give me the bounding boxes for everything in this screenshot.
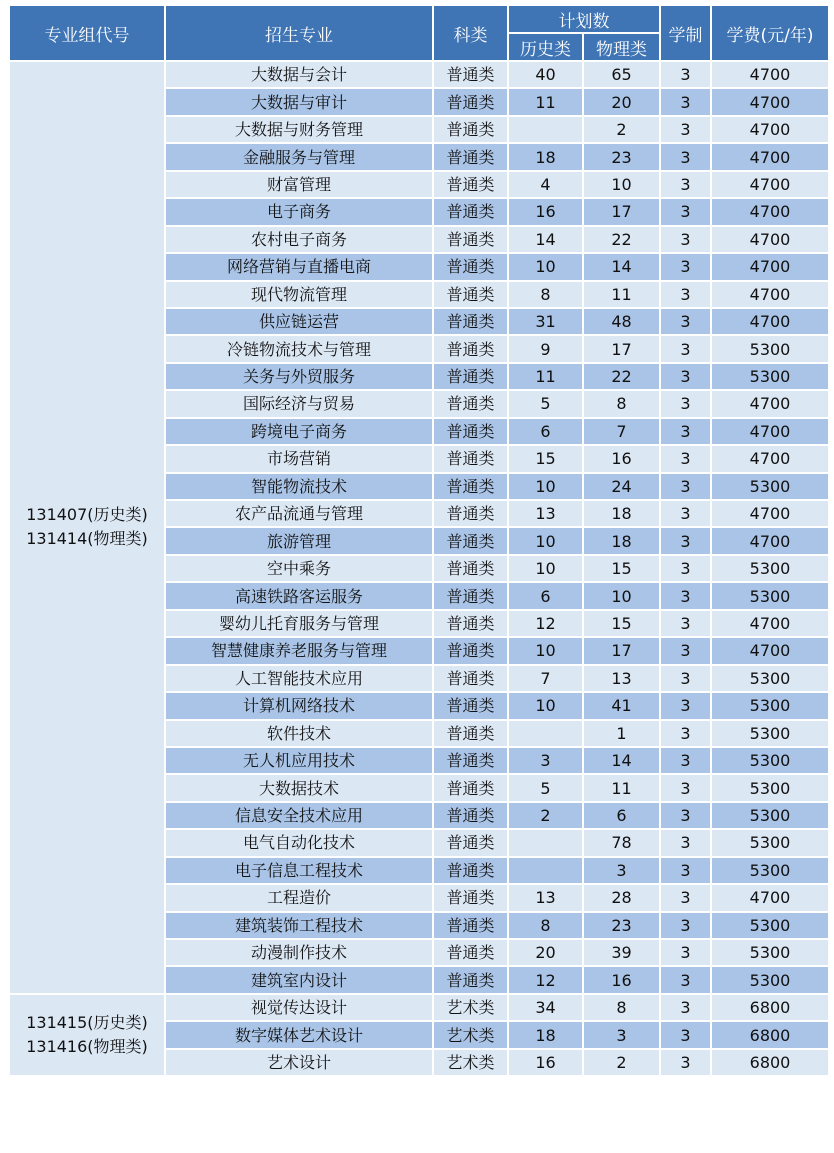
table-header xyxy=(9,5,829,61)
cell-years: 3 xyxy=(660,281,711,308)
cell-years: 3 xyxy=(660,582,711,609)
cell-years: 3 xyxy=(660,527,711,554)
cell-history: 8 xyxy=(508,912,583,939)
cell-physics: 18 xyxy=(583,527,660,554)
cell-category: 普通类 xyxy=(433,500,508,527)
cell-history: 11 xyxy=(508,88,583,115)
cell-major: 智能物流技术 xyxy=(165,473,433,500)
cell-history: 18 xyxy=(508,143,583,170)
header-plan: 计划数 xyxy=(508,5,660,33)
cell-years: 3 xyxy=(660,171,711,198)
cell-history: 7 xyxy=(508,665,583,692)
cell-physics: 65 xyxy=(583,61,660,88)
cell-tuition: 4700 xyxy=(711,445,829,472)
cell-history: 13 xyxy=(508,500,583,527)
cell-tuition: 6800 xyxy=(711,994,829,1021)
cell-category: 普通类 xyxy=(433,610,508,637)
cell-major: 农村电子商务 xyxy=(165,226,433,253)
cell-major: 金融服务与管理 xyxy=(165,143,433,170)
cell-tuition: 5300 xyxy=(711,829,829,856)
cell-major: 建筑装饰工程技术 xyxy=(165,912,433,939)
cell-category: 普通类 xyxy=(433,171,508,198)
cell-category: 普通类 xyxy=(433,88,508,115)
cell-years: 3 xyxy=(660,637,711,664)
cell-history: 3 xyxy=(508,747,583,774)
header-years: 学制 xyxy=(660,5,711,61)
cell-physics: 1 xyxy=(583,720,660,747)
cell-category: 普通类 xyxy=(433,582,508,609)
group-code-cell xyxy=(9,994,165,1076)
cell-tuition: 6800 xyxy=(711,1021,829,1048)
cell-category: 艺术类 xyxy=(433,1021,508,1048)
cell-physics: 14 xyxy=(583,253,660,280)
cell-category: 艺术类 xyxy=(433,994,508,1021)
cell-major: 婴幼儿托育服务与管理 xyxy=(165,610,433,637)
cell-tuition: 5300 xyxy=(711,966,829,993)
cell-tuition: 5300 xyxy=(711,363,829,390)
cell-history: 20 xyxy=(508,939,583,966)
cell-major: 关务与外贸服务 xyxy=(165,363,433,390)
cell-tuition: 5300 xyxy=(711,747,829,774)
cell-physics: 7 xyxy=(583,418,660,445)
cell-history: 40 xyxy=(508,61,583,88)
cell-history: 2 xyxy=(508,802,583,829)
cell-major: 财富管理 xyxy=(165,171,433,198)
cell-years: 3 xyxy=(660,390,711,417)
cell-tuition: 4700 xyxy=(711,143,829,170)
cell-physics: 16 xyxy=(583,966,660,993)
cell-physics: 11 xyxy=(583,281,660,308)
cell-major: 空中乘务 xyxy=(165,555,433,582)
cell-tuition: 4700 xyxy=(711,418,829,445)
cell-years: 3 xyxy=(660,61,711,88)
cell-major: 旅游管理 xyxy=(165,527,433,554)
cell-tuition: 4700 xyxy=(711,281,829,308)
cell-category: 普通类 xyxy=(433,939,508,966)
cell-major: 大数据与会计 xyxy=(165,61,433,88)
cell-tuition: 4700 xyxy=(711,884,829,911)
cell-tuition: 5300 xyxy=(711,939,829,966)
table-row xyxy=(9,994,829,1021)
cell-years: 3 xyxy=(660,1021,711,1048)
cell-physics: 78 xyxy=(583,829,660,856)
cell-history: 9 xyxy=(508,335,583,362)
cell-physics: 41 xyxy=(583,692,660,719)
cell-history: 8 xyxy=(508,281,583,308)
cell-years: 3 xyxy=(660,747,711,774)
header-major: 招生专业 xyxy=(165,5,433,61)
cell-tuition: 4700 xyxy=(711,253,829,280)
cell-category: 普通类 xyxy=(433,116,508,143)
cell-category: 艺术类 xyxy=(433,1049,508,1076)
cell-tuition: 4700 xyxy=(711,171,829,198)
cell-years: 3 xyxy=(660,665,711,692)
cell-tuition: 4700 xyxy=(711,308,829,335)
cell-major: 视觉传达设计 xyxy=(165,994,433,1021)
cell-physics: 24 xyxy=(583,473,660,500)
cell-category: 普通类 xyxy=(433,527,508,554)
cell-tuition: 5300 xyxy=(711,473,829,500)
cell-category: 普通类 xyxy=(433,363,508,390)
cell-history: 12 xyxy=(508,966,583,993)
cell-history xyxy=(508,857,583,884)
cell-history: 34 xyxy=(508,994,583,1021)
cell-physics: 22 xyxy=(583,226,660,253)
cell-tuition: 5300 xyxy=(711,774,829,801)
cell-major: 大数据与审计 xyxy=(165,88,433,115)
cell-physics: 18 xyxy=(583,500,660,527)
cell-years: 3 xyxy=(660,226,711,253)
cell-years: 3 xyxy=(660,198,711,225)
cell-tuition: 5300 xyxy=(711,665,829,692)
cell-category: 普通类 xyxy=(433,143,508,170)
header-group-code: 专业组代号 xyxy=(9,5,165,61)
cell-physics: 48 xyxy=(583,308,660,335)
cell-major: 信息安全技术应用 xyxy=(165,802,433,829)
cell-physics: 10 xyxy=(583,171,660,198)
group-code: 131416(物理类) xyxy=(26,1037,148,1057)
table-row xyxy=(9,61,829,88)
cell-history: 12 xyxy=(508,610,583,637)
cell-years: 3 xyxy=(660,308,711,335)
cell-physics: 28 xyxy=(583,884,660,911)
cell-years: 3 xyxy=(660,829,711,856)
cell-history: 14 xyxy=(508,226,583,253)
cell-major: 大数据技术 xyxy=(165,774,433,801)
cell-history xyxy=(508,720,583,747)
cell-category: 普通类 xyxy=(433,692,508,719)
cell-tuition: 4700 xyxy=(711,88,829,115)
cell-category: 普通类 xyxy=(433,829,508,856)
cell-years: 3 xyxy=(660,1049,711,1076)
header-category: 科类 xyxy=(433,5,508,61)
cell-history: 10 xyxy=(508,637,583,664)
cell-major: 高速铁路客运服务 xyxy=(165,582,433,609)
cell-category: 普通类 xyxy=(433,637,508,664)
cell-years: 3 xyxy=(660,143,711,170)
cell-tuition: 5300 xyxy=(711,720,829,747)
cell-history: 10 xyxy=(508,473,583,500)
cell-physics: 23 xyxy=(583,912,660,939)
cell-major: 供应链运营 xyxy=(165,308,433,335)
cell-history: 13 xyxy=(508,884,583,911)
cell-tuition: 6800 xyxy=(711,1049,829,1076)
cell-years: 3 xyxy=(660,445,711,472)
cell-major: 软件技术 xyxy=(165,720,433,747)
cell-category: 普通类 xyxy=(433,884,508,911)
cell-physics: 3 xyxy=(583,857,660,884)
cell-category: 普通类 xyxy=(433,198,508,225)
cell-category: 普通类 xyxy=(433,966,508,993)
cell-physics: 15 xyxy=(583,610,660,637)
cell-tuition: 5300 xyxy=(711,335,829,362)
cell-physics: 6 xyxy=(583,802,660,829)
cell-physics: 15 xyxy=(583,555,660,582)
cell-category: 普通类 xyxy=(433,390,508,417)
cell-years: 3 xyxy=(660,500,711,527)
cell-years: 3 xyxy=(660,966,711,993)
cell-major: 电子信息工程技术 xyxy=(165,857,433,884)
group-code: 131407(历史类) xyxy=(26,505,148,525)
group-code: 131414(物理类) xyxy=(26,529,148,549)
cell-tuition: 4700 xyxy=(711,198,829,225)
cell-years: 3 xyxy=(660,116,711,143)
cell-category: 普通类 xyxy=(433,802,508,829)
cell-history: 31 xyxy=(508,308,583,335)
cell-tuition: 5300 xyxy=(711,555,829,582)
cell-category: 普通类 xyxy=(433,857,508,884)
cell-tuition: 4700 xyxy=(711,610,829,637)
cell-years: 3 xyxy=(660,994,711,1021)
cell-physics: 13 xyxy=(583,665,660,692)
cell-physics: 8 xyxy=(583,994,660,1021)
cell-major: 网络营销与直播电商 xyxy=(165,253,433,280)
cell-physics: 17 xyxy=(583,335,660,362)
cell-history xyxy=(508,829,583,856)
cell-physics: 22 xyxy=(583,363,660,390)
cell-years: 3 xyxy=(660,774,711,801)
cell-category: 普通类 xyxy=(433,226,508,253)
cell-physics: 17 xyxy=(583,637,660,664)
cell-years: 3 xyxy=(660,88,711,115)
cell-physics: 2 xyxy=(583,1049,660,1076)
header-history: 历史类 xyxy=(508,33,583,61)
cell-history xyxy=(508,116,583,143)
cell-history: 18 xyxy=(508,1021,583,1048)
cell-history: 4 xyxy=(508,171,583,198)
cell-major: 无人机应用技术 xyxy=(165,747,433,774)
cell-history: 16 xyxy=(508,1049,583,1076)
cell-physics: 11 xyxy=(583,774,660,801)
cell-category: 普通类 xyxy=(433,445,508,472)
cell-category: 普通类 xyxy=(433,335,508,362)
header-tuition: 学费(元/年) xyxy=(711,5,829,61)
cell-major: 数字媒体艺术设计 xyxy=(165,1021,433,1048)
cell-major: 现代物流管理 xyxy=(165,281,433,308)
cell-tuition: 5300 xyxy=(711,802,829,829)
header-physics: 物理类 xyxy=(583,33,660,61)
group-code-cell xyxy=(9,61,165,994)
cell-history: 11 xyxy=(508,363,583,390)
cell-tuition: 4700 xyxy=(711,500,829,527)
cell-major: 冷链物流技术与管理 xyxy=(165,335,433,362)
cell-category: 普通类 xyxy=(433,555,508,582)
cell-years: 3 xyxy=(660,555,711,582)
cell-major: 艺术设计 xyxy=(165,1049,433,1076)
cell-physics: 39 xyxy=(583,939,660,966)
cell-tuition: 4700 xyxy=(711,527,829,554)
cell-physics: 14 xyxy=(583,747,660,774)
cell-history: 10 xyxy=(508,555,583,582)
cell-tuition: 5300 xyxy=(711,582,829,609)
cell-category: 普通类 xyxy=(433,418,508,445)
cell-tuition: 4700 xyxy=(711,637,829,664)
cell-physics: 10 xyxy=(583,582,660,609)
cell-physics: 23 xyxy=(583,143,660,170)
cell-major: 市场营销 xyxy=(165,445,433,472)
cell-tuition: 4700 xyxy=(711,390,829,417)
cell-category: 普通类 xyxy=(433,747,508,774)
cell-category: 普通类 xyxy=(433,912,508,939)
cell-physics: 16 xyxy=(583,445,660,472)
cell-history: 5 xyxy=(508,390,583,417)
cell-years: 3 xyxy=(660,884,711,911)
cell-physics: 20 xyxy=(583,88,660,115)
cell-history: 6 xyxy=(508,418,583,445)
cell-tuition: 4700 xyxy=(711,226,829,253)
cell-tuition: 5300 xyxy=(711,912,829,939)
cell-physics: 2 xyxy=(583,116,660,143)
cell-years: 3 xyxy=(660,610,711,637)
cell-major: 工程造价 xyxy=(165,884,433,911)
cell-years: 3 xyxy=(660,939,711,966)
cell-history: 10 xyxy=(508,692,583,719)
cell-category: 普通类 xyxy=(433,253,508,280)
cell-years: 3 xyxy=(660,912,711,939)
cell-years: 3 xyxy=(660,802,711,829)
cell-physics: 3 xyxy=(583,1021,660,1048)
cell-major: 智慧健康养老服务与管理 xyxy=(165,637,433,664)
cell-history: 15 xyxy=(508,445,583,472)
cell-years: 3 xyxy=(660,692,711,719)
cell-history: 10 xyxy=(508,527,583,554)
cell-category: 普通类 xyxy=(433,720,508,747)
cell-physics: 8 xyxy=(583,390,660,417)
cell-category: 普通类 xyxy=(433,308,508,335)
table-body xyxy=(9,61,829,1076)
cell-history: 10 xyxy=(508,253,583,280)
cell-major: 人工智能技术应用 xyxy=(165,665,433,692)
cell-major: 计算机网络技术 xyxy=(165,692,433,719)
cell-category: 普通类 xyxy=(433,665,508,692)
cell-category: 普通类 xyxy=(433,774,508,801)
cell-years: 3 xyxy=(660,363,711,390)
cell-physics: 17 xyxy=(583,198,660,225)
cell-major: 建筑室内设计 xyxy=(165,966,433,993)
cell-tuition: 5300 xyxy=(711,857,829,884)
cell-years: 3 xyxy=(660,418,711,445)
cell-years: 3 xyxy=(660,335,711,362)
cell-tuition: 4700 xyxy=(711,116,829,143)
group-code: 131415(历史类) xyxy=(26,1013,148,1033)
cell-tuition: 5300 xyxy=(711,692,829,719)
cell-tuition: 4700 xyxy=(711,61,829,88)
cell-major: 跨境电子商务 xyxy=(165,418,433,445)
cell-category: 普通类 xyxy=(433,281,508,308)
cell-category: 普通类 xyxy=(433,61,508,88)
cell-category: 普通类 xyxy=(433,473,508,500)
cell-major: 农产品流通与管理 xyxy=(165,500,433,527)
cell-major: 电子商务 xyxy=(165,198,433,225)
cell-years: 3 xyxy=(660,857,711,884)
cell-history: 16 xyxy=(508,198,583,225)
cell-major: 动漫制作技术 xyxy=(165,939,433,966)
cell-major: 国际经济与贸易 xyxy=(165,390,433,417)
cell-major: 电气自动化技术 xyxy=(165,829,433,856)
cell-major: 大数据与财务管理 xyxy=(165,116,433,143)
cell-years: 3 xyxy=(660,253,711,280)
cell-history: 5 xyxy=(508,774,583,801)
cell-years: 3 xyxy=(660,473,711,500)
cell-years: 3 xyxy=(660,720,711,747)
enrollment-plan-table xyxy=(8,4,830,1077)
cell-history: 6 xyxy=(508,582,583,609)
